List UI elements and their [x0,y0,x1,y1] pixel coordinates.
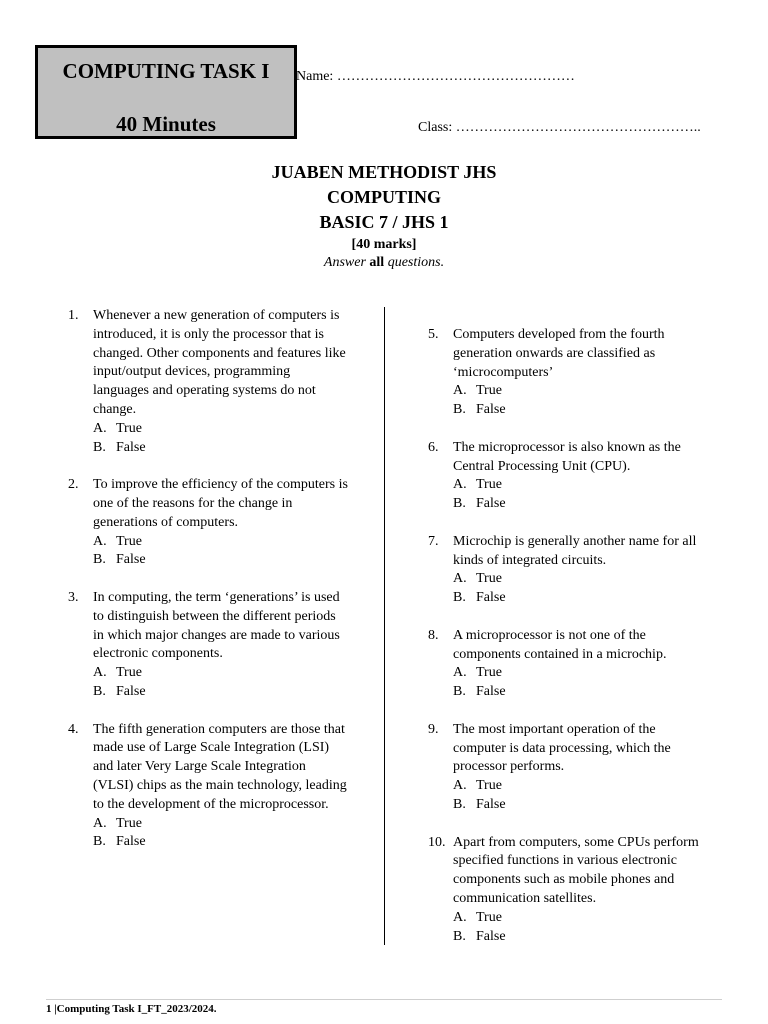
option-b: B. False [453,496,506,512]
questions-right-column [428,326,708,965]
footer-divider [46,999,722,1000]
exam-header [0,160,768,272]
option-b: B. False [453,402,506,418]
question-item [68,721,348,853]
school-name: JUABEN METHODIST JHS [271,162,497,182]
option-a: A. True [93,815,142,831]
question-text: To improve the efficiency of the computers is one of the reasons for the change in generations of computers. [93,477,348,530]
question-number: 6. [428,439,439,455]
question-number: 5. [428,327,439,342]
page-footer: 1 |Computing Task I_FT_2023/2024. [46,1003,217,1015]
task-title-box [35,45,297,139]
option-b: B. False [93,439,146,455]
option-b: B. False [453,590,506,606]
option-a: A. True [93,665,142,681]
question-number: 10. [428,834,446,850]
name-field: Name: …………………………………………… [296,69,575,84]
option-a: A. True [93,420,142,436]
option-b: B. False [453,684,506,700]
question-item [68,307,348,457]
option-b: B. False [93,683,146,699]
option-b: B. False [453,928,506,944]
question-text: Microchip is generally another name for all kinds of integrated circuits. [453,533,697,568]
question-number: 2. [68,477,79,493]
question-number: 7. [428,533,439,549]
class-field: Class: …………………………………………….. [418,120,701,135]
question-item [428,533,708,608]
option-a: A. True [453,909,502,925]
question-number: 1. [68,308,79,323]
option-a: A. True [453,571,502,587]
question-item [428,326,708,420]
task-duration: 40 Minutes [116,112,216,136]
question-number: 8. [428,627,439,643]
option-a: A. True [93,533,142,549]
option-b: B. False [453,796,506,812]
instruction: Answer all questions. [323,255,445,270]
task-title: COMPUTING TASK I [62,59,270,83]
question-item [428,721,708,815]
question-number: 9. [428,721,439,737]
option-a: A. True [453,778,502,794]
option-a: A. True [453,665,502,681]
question-text: Apart from computers, some CPUs perform specified functions in various electronic components such as mobile phones and communication satellites. [453,834,699,906]
question-text: Computers developed from the fourth generation onwards are classified as ‘microcomputers’ [453,327,665,380]
class-level: BASIC 7 / JHS 1 [319,212,449,232]
question-item [68,476,348,570]
questions-left-column [68,307,348,871]
question-text: A microprocessor is not one of the components contained in a microchip. [453,627,667,662]
option-b: B. False [93,552,146,568]
question-item [428,439,708,514]
question-item [428,627,708,702]
question-item [68,589,348,702]
question-item [428,834,708,947]
subject-name: COMPUTING [327,187,441,207]
question-number: 4. [68,721,79,737]
question-text: The fifth generation computers are those that made use of Large Scale Integration (LSI) and later Very Large Scale Integration (VLSI) chips as the main technology, leading to the development of the microprocessor. [93,721,347,812]
question-text: In computing, the term ‘generations’ is used to distinguish between the different periods in which major changes are made to various electronic components. [93,589,340,662]
question-number: 3. [68,589,79,605]
column-divider [384,307,385,945]
question-text: The microprocessor is also known as the Central Processing Unit (CPU). [453,439,681,474]
option-a: A. True [453,383,502,399]
option-a: A. True [453,477,502,493]
option-b: B. False [93,834,146,850]
question-text: The most important operation of the computer is data processing, which the processor performs. [453,721,671,775]
total-marks: [40 marks] [351,237,417,252]
question-text: Whenever a new generation of computers is introduced, it is only the processor that is changed. Other components and features like input/output devices, programming languages and operating systems do not change. [93,308,346,417]
